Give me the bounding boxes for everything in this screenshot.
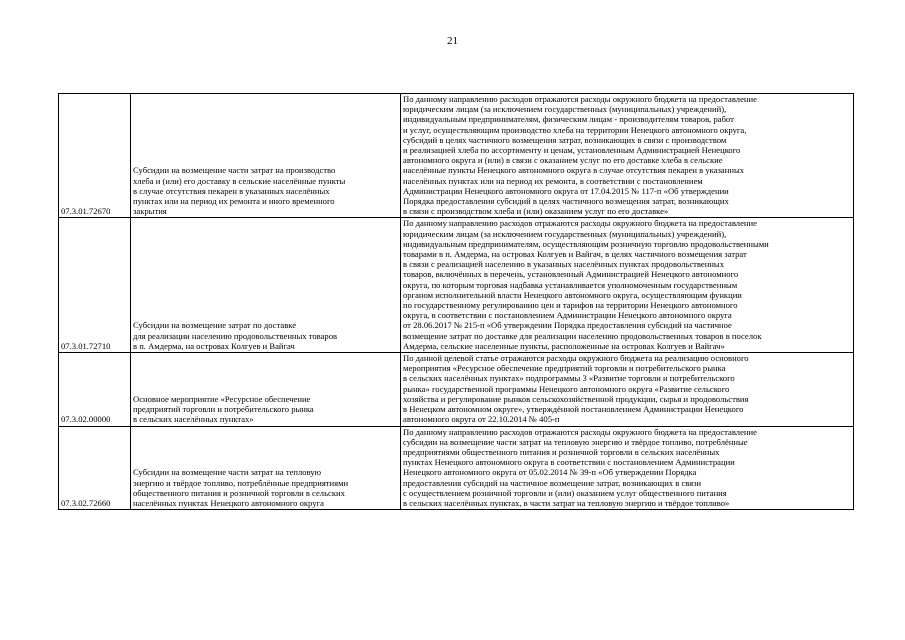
expense-description-line: в сельских населённых пунктах, в части затрат на тепловую энергию и твёрдое топливо» <box>403 497 730 508</box>
expense-description-line: в Ненецком автономном округе», утверждённой постановлением Администрации Ненецкого <box>403 404 744 415</box>
expense-name-line: пунктах или на период их ремонта и иного временного <box>133 196 335 207</box>
expense-description-line: По данному направлению расходов отражаются расходы окружного бюджета на предоставление <box>403 426 757 437</box>
expense-name-line: Субсидии на возмещение затрат по доставке <box>133 320 297 331</box>
expense-description-line: возмещение затрат по доставке для реализации населению продовольственных товаров в поселок <box>403 330 762 341</box>
expense-description-line: населённые пункты Ненецкого автономного округа в случае отсутствия пекарен в указанных <box>403 165 745 176</box>
expense-description-line: пунктах Ненецкого автономного округа в соответствии с постановлением Администрации <box>403 457 735 468</box>
expense-description-line: в связи с реализацией населению в указанных населённых пунктах продовольственных <box>403 259 724 270</box>
expense-description-line: Амдерма, сельские населенные пункты, расположенные на островах Колгуев и Вайгач» <box>403 340 725 351</box>
expense-description-line: субсидии на возмещение части затрат на тепловую энергию и твёрдое топливо, потреблённые <box>403 436 748 447</box>
expense-description-line: и услуг, осуществляющим производство хлеба на территории Ненецкого автономного округа, <box>403 124 747 135</box>
expense-description-line: хозяйства и регулирование рынков сельскохозяйственной продукции, сырья и продовольствия <box>403 393 749 404</box>
table-row <box>59 218 854 353</box>
expense-description-line: органом исполнительной власти Ненецкого автономного округа, осуществляющим функции <box>403 289 742 300</box>
expense-name-cell <box>131 94 401 218</box>
expense-name-line: в сельских населённых пунктах» <box>133 414 254 425</box>
expense-description-line: юридическим лицам (за исключением государственных (муниципальных) учреждений), <box>403 228 727 239</box>
table-row <box>59 426 854 510</box>
expense-name-line: закрытия <box>133 206 167 217</box>
expense-name-cell <box>131 353 401 426</box>
expense-description-line: товарами в п. Амдерма, на островах Колгуев и Вайгач, в целях частичного возмещения затрат <box>403 249 747 260</box>
expense-description-line: в сельских населённых пунктах» подпрограммы 3 «Развитие торговли и потребительского <box>403 373 735 384</box>
expense-description-line: субсидий в целях частичного возмещения затрат, возникающих в связи с производством <box>403 134 727 145</box>
expense-description-line: населённых пунктах или на период их ремонта, в соответствии с постановлением <box>403 175 703 186</box>
expense-description-cell <box>401 218 854 353</box>
expense-name-line: Субсидии на возмещение части затрат на производство <box>133 165 336 176</box>
target-code-cell: 07.3.02.72660 <box>59 426 131 510</box>
expense-name-line: в случае отсутствия пекарен в указанных населённых <box>133 185 330 196</box>
target-code-cell: 07.3.02.00000 <box>59 353 131 426</box>
expense-description-line: По данному направлению расходов отражаются расходы окружного бюджета на предоставление <box>403 94 757 104</box>
expense-description-cell <box>401 353 854 426</box>
expense-name-line: для реализации населению продовольственных товаров <box>133 330 338 341</box>
expense-description-line: предприятиями общественного питания и розничной торговли в сельских населённых <box>403 446 720 457</box>
expense-description-line: юридическим лицам (за исключением государственных (муниципальных) учреждений), <box>403 104 727 115</box>
expense-name-line: в п. Амдерма, на островах Колгуев и Вайгач <box>133 340 295 351</box>
expense-description-line: товаров, включённых в перечень, установленный Администрацией Ненецкого автономного <box>403 269 739 280</box>
table-row <box>59 353 854 426</box>
expense-description-line: округа, в соответствии с постановлением Администрации Ненецкого автономного округа <box>403 310 732 321</box>
expense-description-line: Администрации Ненецкого автономного округа от 17.04.2015 № 117-п «Об утверждении <box>403 185 729 196</box>
expense-name-line: предприятий торговли и потребительского рынка <box>133 404 314 415</box>
expense-description-line: По данному направлению расходов отражаются расходы окружного бюджета на предоставление <box>403 218 757 229</box>
expense-description-line: с осуществлением розничной торговли и (или) оказанием услуг общественного питания <box>403 487 727 498</box>
expense-name-line: Субсидии на возмещение части затрат на тепловую <box>133 467 322 478</box>
expense-name-line: общественного питания и розничной торговли в сельских <box>133 487 345 498</box>
expense-description-line: автономного округа и (или) в связи с оказанием услуг по его доставке хлеба в сельские <box>403 155 723 166</box>
expense-description-line: индивидуальным предпринимателям, физическим лицам - производителям товаров, работ <box>403 114 734 125</box>
expense-description-line: округа, по которым торговая надбавка устанавливается уполномоченным государственным <box>403 279 738 290</box>
expense-description-line: индивидуальным предпринимателям, осуществляющим розничную торговлю продовольственными <box>403 238 769 249</box>
expense-description-cell <box>401 426 854 510</box>
expense-description-line: автономного округа от 22.10.2014 № 405-п <box>403 414 560 425</box>
expense-description-line: Порядка предоставления субсидий в целях частичного возмещения затрат, возникающих <box>403 196 729 207</box>
expense-description-line: от 28.06.2017 № 215-п «Об утверждении Порядка предоставления субсидий на частичное <box>403 320 732 331</box>
expense-description-line: предоставления субсидий на частичное возмещение затрат, возникающих в связи <box>403 477 702 488</box>
expense-description-line: и реализацией хлеба по ассортименту и ценам, установленным Администрацией Ненецкого <box>403 145 741 156</box>
target-code-cell: 07.3.01.72710 <box>59 218 131 353</box>
table-row <box>59 94 854 218</box>
expense-name-line: населённых пунктах Ненецкого автономного округа <box>133 497 324 508</box>
expense-description-line: по государственному регулированию цен и тарифов на территории Ненецкого автономного <box>403 300 738 311</box>
expense-description-line: мероприятия «Ресурсное обеспечение предприятий торговли и потребительского рынка <box>403 363 726 374</box>
page-number: 21 <box>447 35 458 47</box>
expense-name-cell <box>131 218 401 353</box>
expense-description-cell <box>401 94 854 218</box>
expense-name-cell <box>131 426 401 510</box>
target-code-cell: 07.3.01.72670 <box>59 94 131 218</box>
expense-description-line: рынка» государственной программы Ненецкого автономного округа «Развитие сельского <box>403 383 730 394</box>
budget-classification-table <box>58 93 854 510</box>
expense-description-line: По данной целевой статье отражаются расходы окружного бюджета на реализацию основного <box>403 353 749 364</box>
expense-description-line: Ненецкого автономного округа от 05.02.2014 № 39-п «Об утверждении Порядка <box>403 467 697 478</box>
expense-name-line: энергию и твёрдое топливо, потреблённые предприятиями <box>133 477 349 488</box>
expense-name-line: хлеба и (или) его доставку в сельские населённые пункты <box>133 175 346 186</box>
expense-name-line: Основное мероприятие «Ресурсное обеспечение <box>133 393 311 404</box>
expense-description-line: в связи с производством хлеба и (или) оказанием услуг по его доставке» <box>403 206 669 217</box>
